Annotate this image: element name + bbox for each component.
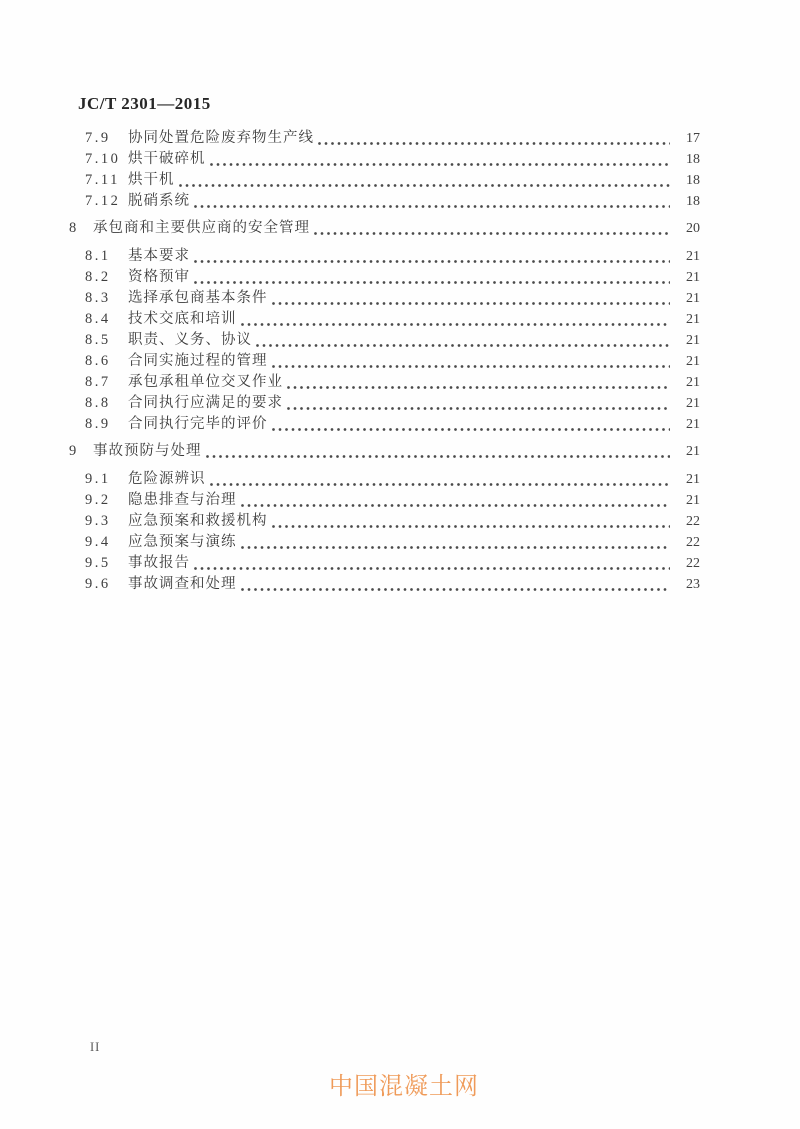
toc-entry-page-number: 21 <box>686 417 700 432</box>
toc-entry <box>69 149 700 170</box>
toc-dot-leader <box>179 184 671 187</box>
toc-dot-leader <box>272 525 671 528</box>
toc-entry-page-number: 18 <box>686 152 700 167</box>
toc-entry-number: 9.2 <box>85 492 111 508</box>
toc-dot-leader <box>314 232 670 235</box>
toc-entry-number: 8.2 <box>85 269 111 285</box>
toc-entry-number: 8.8 <box>85 395 111 411</box>
toc-entry-title: 脱硝系统 <box>128 193 190 209</box>
toc-dot-leader <box>194 260 670 263</box>
toc-entry-number: 8.1 <box>85 248 111 264</box>
toc-entry-title: 应急预案与演练 <box>128 534 237 550</box>
toc-entry-page-number: 21 <box>686 472 700 487</box>
toc-entry <box>69 330 700 351</box>
toc-dot-leader <box>318 142 670 145</box>
toc-entry <box>69 246 700 267</box>
toc-entry-title: 烘干机 <box>128 172 175 188</box>
toc-dot-leader <box>241 588 671 591</box>
toc-entry-number: 8.3 <box>85 290 111 306</box>
toc-entry-title: 事故调查和处理 <box>128 576 237 592</box>
toc-entry-page-number: 18 <box>686 194 700 209</box>
toc-entry-page-number: 22 <box>686 514 700 529</box>
toc-entry-page-number: 18 <box>686 173 700 188</box>
toc-dot-leader <box>194 281 670 284</box>
toc-entry-number: 8.4 <box>85 311 111 327</box>
toc-dot-leader <box>287 407 670 410</box>
toc-entry <box>69 351 700 372</box>
toc-entry <box>69 553 700 574</box>
toc-entry <box>69 191 700 212</box>
toc-dot-leader <box>241 504 671 507</box>
toc-entry-number: 8.6 <box>85 353 111 369</box>
toc-entry-title: 事故报告 <box>128 555 190 571</box>
toc-entry-title: 承包承租单位交叉作业 <box>128 374 283 390</box>
toc-entry-number: 8.5 <box>85 332 111 348</box>
page-number-footer: II <box>90 1040 101 1054</box>
toc-dot-leader <box>272 302 671 305</box>
toc-entry-title: 选择承包商基本条件 <box>128 290 268 306</box>
toc-entry-page-number: 21 <box>686 249 700 264</box>
table-of-contents <box>69 128 700 595</box>
toc-entry-number: 9.1 <box>85 471 111 487</box>
toc-entry-page-number: 21 <box>686 444 700 459</box>
toc-dot-leader <box>287 386 670 389</box>
document-number-header: JC/T 2301—2015 <box>78 94 211 113</box>
toc-entry-number: 7.12 <box>85 193 121 209</box>
toc-entry-page-number: 17 <box>686 131 700 146</box>
toc-entry-page-number: 21 <box>686 493 700 508</box>
toc-entry <box>69 288 700 309</box>
toc-entry-title: 技术交底和培训 <box>128 311 237 327</box>
toc-entry-number: 8.9 <box>85 416 111 432</box>
toc-entry-page-number: 21 <box>686 333 700 348</box>
toc-entry-page-number: 21 <box>686 354 700 369</box>
toc-entry-number: 9.5 <box>85 555 111 571</box>
toc-dot-leader <box>272 428 671 431</box>
toc-entry <box>69 309 700 330</box>
toc-entry-number: 9.4 <box>85 534 111 550</box>
toc-dot-leader <box>241 546 671 549</box>
toc-entry-page-number: 21 <box>686 375 700 390</box>
toc-entry-title: 隐患排查与治理 <box>128 492 237 508</box>
toc-entry <box>69 128 700 149</box>
toc-entry-number: 7.11 <box>85 172 120 188</box>
toc-entry-title: 协同处置危险废弃物生产线 <box>128 130 314 146</box>
toc-entry-title: 职责、义务、协议 <box>128 332 252 348</box>
toc-entry-page-number: 21 <box>686 396 700 411</box>
toc-entry-title: 事故预防与处理 <box>93 443 202 459</box>
toc-entry-number: 9.3 <box>85 513 111 529</box>
toc-dot-leader <box>241 323 671 326</box>
toc-entry <box>69 441 700 462</box>
toc-entry <box>69 372 700 393</box>
toc-dot-leader <box>210 483 671 486</box>
toc-entry-title: 资格预审 <box>128 269 190 285</box>
toc-entry-number: 8 <box>69 220 77 236</box>
toc-entry <box>69 490 700 511</box>
toc-entry <box>69 170 700 191</box>
toc-entry <box>69 414 700 435</box>
watermark-text: 中国混凝土网 <box>329 1073 479 1100</box>
toc-dot-leader <box>272 365 671 368</box>
toc-dot-leader <box>206 455 671 458</box>
toc-entry <box>69 393 700 414</box>
toc-entry-title: 危险源辨识 <box>128 471 206 487</box>
toc-dot-leader <box>256 344 670 347</box>
toc-dot-leader <box>210 163 671 166</box>
toc-entry-page-number: 21 <box>686 291 700 306</box>
toc-entry <box>69 574 700 595</box>
toc-entry-title: 烘干破碎机 <box>128 151 206 167</box>
toc-entry <box>69 469 700 490</box>
toc-entry-number: 9 <box>69 443 77 459</box>
toc-entry <box>69 532 700 553</box>
toc-dot-leader <box>194 567 670 570</box>
toc-entry-title: 合同执行完毕的评价 <box>128 416 268 432</box>
toc-entry-page-number: 21 <box>686 312 700 327</box>
toc-entry-title: 合同执行应满足的要求 <box>128 395 283 411</box>
toc-entry-page-number: 21 <box>686 270 700 285</box>
toc-entry-page-number: 23 <box>686 577 700 592</box>
toc-entry <box>69 267 700 288</box>
toc-entry-page-number: 20 <box>686 221 700 236</box>
toc-entry-number: 7.9 <box>85 130 111 146</box>
toc-entry-number: 7.10 <box>85 151 121 167</box>
toc-entry-title: 应急预案和救援机构 <box>128 513 268 529</box>
toc-entry-title: 基本要求 <box>128 248 190 264</box>
toc-entry <box>69 218 700 239</box>
toc-entry-page-number: 22 <box>686 556 700 571</box>
toc-entry <box>69 511 700 532</box>
toc-entry-title: 合同实施过程的管理 <box>128 353 268 369</box>
toc-entry-title: 承包商和主要供应商的安全管理 <box>93 220 310 236</box>
toc-entry-number: 9.6 <box>85 576 111 592</box>
toc-entry-page-number: 22 <box>686 535 700 550</box>
toc-dot-leader <box>194 205 670 208</box>
toc-entry-number: 8.7 <box>85 374 111 390</box>
